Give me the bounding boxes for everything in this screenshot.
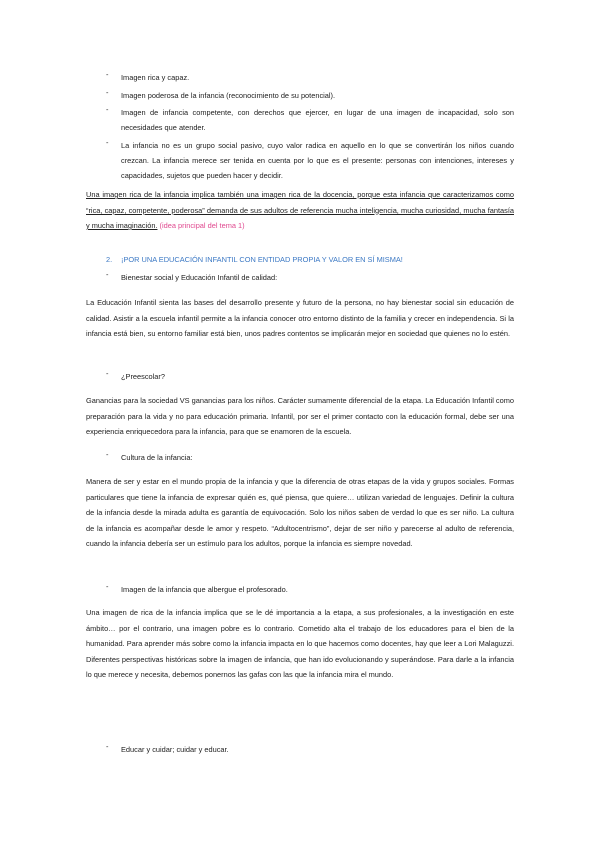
bullet-dash: - (106, 742, 109, 751)
bullet-dash: - (106, 70, 109, 79)
bullet-dash: - (106, 369, 109, 378)
bullet-text: Imagen rica y capaz. (121, 73, 190, 82)
section-number: 2. (106, 255, 113, 264)
section-title: ¡POR UNA EDUCACIÓN INFANTIL CON ENTIDAD PROPIA Y VALOR EN SÍ MISMA! (121, 255, 403, 264)
bullet-text: Imagen de infancia competente, con derechos que ejercer, en lugar de una imagen de incapacidad, solo son necesidades que atender. (121, 108, 514, 132)
bullet-text: Bienestar social y Educación Infantil de calidad: (121, 273, 278, 282)
bullet-dash: - (106, 138, 109, 147)
main-idea-paragraph (86, 187, 514, 234)
bullet-text: Educar y cuidar; cuidar y educar. (121, 745, 229, 754)
main-idea-highlight: (idea principal del tema 1) (159, 221, 245, 230)
paragraph-cultura: Manera de ser y estar en el mundo propia de la infancia y que la diferencia de otras etapas de la vida y grupos sociales. Formas particulares que tiene la infancia de expresar quién es, qué piensa, que quiere… utilizan variedad de lenguajes. Definir la cultura de la infancia desde la mirada adulta es garantía de equivocación. Solo los niños saben de verdad lo que es ser niño. La cultura de la infancia es acompañar desde le amor y respeto. “Adultocentrismo”, dejar de ser niño y parecerse al adulto de referencia, cuando la infancia debería ser un estímulo para los adultos, porque la infancia es siempre novedad. (86, 477, 514, 548)
paragraph-imagen: Una imagen de rica de la infancia implica que se le dé importancia a la etapa, a sus profesionales, a la investigación en este ámbito… por el contrario, una imagen pobre es lo contrario. Cometido alta el trabajo de los educadores para el bien de la humanidad. Para aprender más sobre como la infancia impacta en lo que hacemos como docentes, hay que leer a Lori Malaguzzi. Diferentes perspectivas históricas sobre la imagen de infancia, que han ido evolucionando y superándose. Para darle a la infancia lo que merece y necesita, debemos ponernos las gafas con las que la infancia mira el mundo. (86, 608, 514, 679)
bullet-text: Cultura de la infancia: (121, 453, 193, 462)
bullet-dash: - (106, 105, 109, 114)
bullet-text: La infancia no es un grupo social pasivo, cuyo valor radica en aquello en lo que se convertirán los niños cuando crezcan. La infancia merece ser tenida en cuenta por lo que es el presente: personas con intenciones, intereses y capacidades, sujetos que pueden hacer y decidir. (121, 141, 514, 180)
bullet-dash: - (106, 450, 109, 459)
bullet-text: ¿Preescolar? (121, 372, 165, 381)
paragraph-preescolar: Ganancias para la sociedad VS ganancias para los niños. Carácter sumamente diferencial de la etapa. La Educación Infantil como preparación para la vida y no para educación primaria. Infantil, por ser el primer contacto con la educación formal, debe ser una experiencia enriquecedora para la infancia, para que se enamoren de la escuela. (86, 396, 514, 436)
bullet-dash: - (106, 88, 109, 97)
bullet-dash: - (106, 582, 109, 591)
bullet-text: Imagen de la infancia que albergue el profesorado. (121, 585, 288, 594)
bullet-dash: - (106, 270, 109, 279)
paragraph-bienestar: La Educación Infantil sienta las bases del desarrollo presente y futuro de la persona, no hay bienestar social sin educación de calidad. Asistir a la escuela infantil permite a la infancia conocer otro entorno distinto de la familia y crecer en independencia. Si la infancia está bien, su entorno familiar está bien, unos padres contentos se implicarán mejor en sociedad que quienes no lo estén. (86, 298, 514, 338)
main-idea-text: Una imagen rica de la infancia implica también una imagen rica de la docencia, porque esta infancia que caracterizamos como “rica, capaz, competente, poderosa” demanda de sus adultos de referencia mucha inteligencia, mucha curiosidad, mucha fantasía y mucha imaginación. (86, 190, 514, 230)
bullet-text: Imagen poderosa de la infancia (reconocimiento de su potencial). (121, 91, 336, 100)
